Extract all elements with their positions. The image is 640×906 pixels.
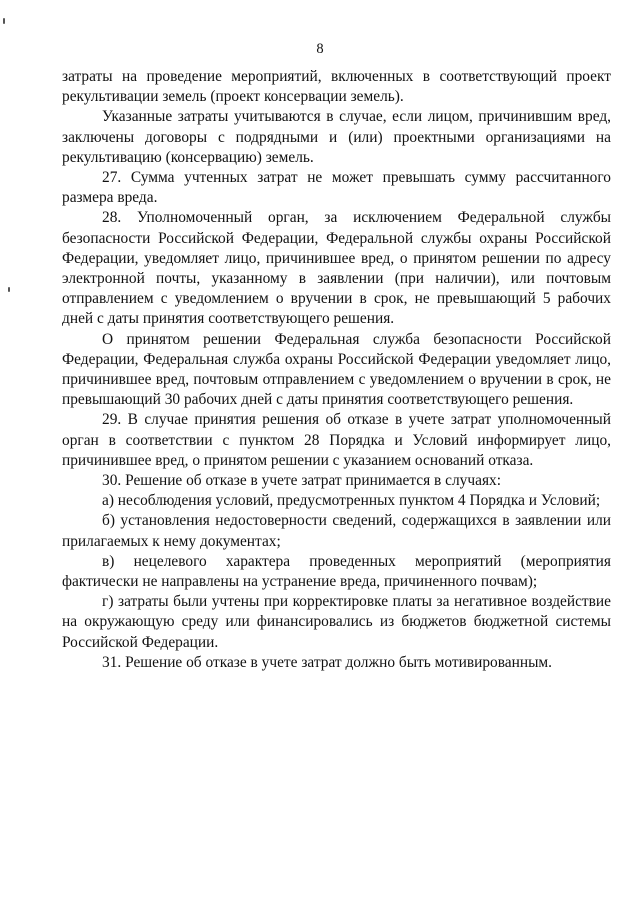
scan-mark bbox=[8, 287, 10, 292]
paragraph: Указанные затраты учитываются в случае, если лицом, причинившим вред, заключены договоры с подрядными и (или) проектными организациями на рекультивацию (консервацию) земель. bbox=[62, 108, 611, 166]
page-number: 8 bbox=[316, 41, 324, 57]
list-item: в) нецелевого характера проведенных мероприятий (мероприятия фактически не направлены на устранение вреда, причиненного почвам); bbox=[62, 552, 611, 591]
list-item: г) затраты были учтены при корректировке платы за негативное воздействие на окружающую среду или финансировались из бюджетов бюджетной системы Российской Федерации. bbox=[62, 593, 611, 651]
document-body bbox=[62, 67, 611, 673]
list-item: б) установления недостоверности сведений, содержащихся в заявлении или прилагаемых к нему документах; bbox=[62, 512, 611, 550]
paragraph: затраты на проведение мероприятий, включенных в соответствующий проект рекультивации земель (проект консервации земель). bbox=[62, 68, 611, 106]
paragraph: 30. Решение об отказе в учете затрат принимается в случаях: bbox=[102, 472, 501, 490]
paragraph: 31. Решение об отказе в учете затрат должно быть мотивированным. bbox=[102, 653, 553, 671]
scan-mark bbox=[3, 18, 5, 24]
list-item: а) несоблюдения условий, предусмотренных пунктом 4 Порядка и Условий; bbox=[102, 492, 601, 510]
paragraph: О принятом решении Федеральная служба безопасности Российской Федерации, Федеральная служба охраны Российской Федерации уведомляет лицо, причинившее вред, почтовым отправлением с уведомлением о вручении в срок, не превышающий 30 рабочих дней с даты принятия соответствующего решения. bbox=[62, 330, 611, 409]
paragraph: 28. Уполномоченный орган, за исключением Федеральной службы безопасности Российской Федерации, Федеральной службы охраны Российской Федерации, уведомляет лицо, причинившее вред, о принятом решении по адресу электронной почты, указанному в заявлении (при наличии), или почтовым отправлением с уведомлением о вручении в срок, не превышающий 5 рабочих дней с даты принятия соответствующего решения. bbox=[62, 209, 611, 328]
paragraph: 27. Сумма учтенных затрат не может превышать сумму рассчитанного размера вреда. bbox=[62, 169, 611, 207]
paragraph: 29. В случае принятия решения об отказе в учете затрат уполномоченный орган в соответствии с пунктом 28 Порядка и Условий информирует лицо, причинившее вред, о принятом решении с указанием оснований отказа. bbox=[62, 411, 611, 469]
